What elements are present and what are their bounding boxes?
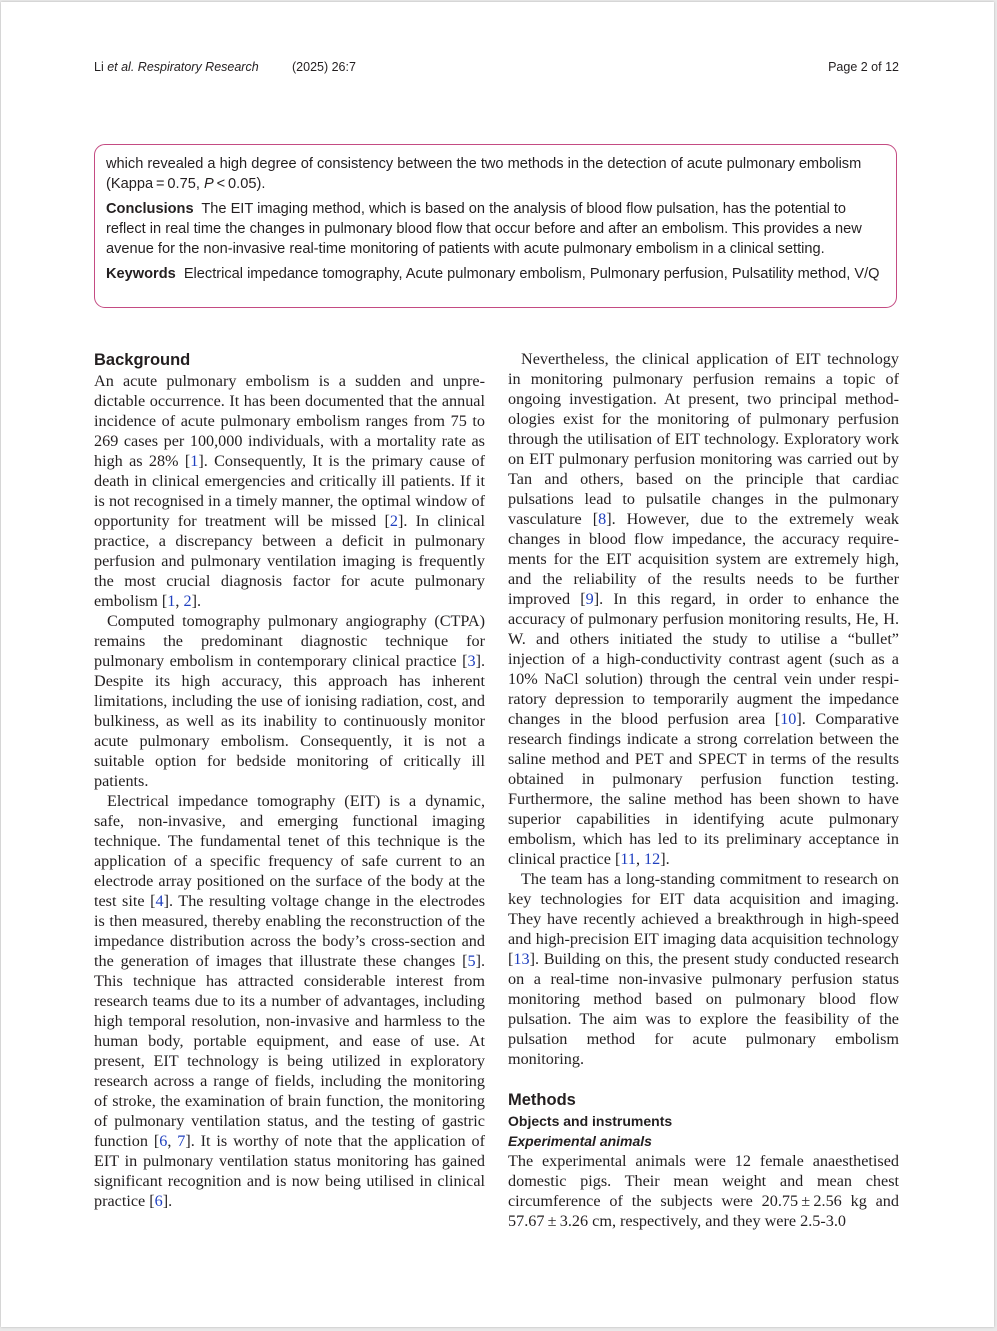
text: , (167, 1132, 178, 1150)
citation-link[interactable]: 4 (155, 892, 164, 910)
text: Nevertheless, the clinical application of EIT technology in monitoring pulmonary perfusion remains a topic of ongoing investigation. At present, two principal methodologies exist for the monitoring of pulmonary perfusion through the utilisation of EIT technology. Exploratory work on EIT pulmonary perfusion monitoring was carried out by Tan and others, based on the principle that cardiac pulsations lead to pulsatile changes in the pulmonary vasculature [ (508, 350, 899, 528)
citation-link[interactable]: 2 (183, 592, 192, 610)
background-paragraph-2 (94, 611, 485, 791)
citation-link[interactable]: 7 (177, 1132, 186, 1150)
text: ]. (191, 592, 202, 610)
running-header (94, 60, 899, 80)
results-text: which revealed a high degree of consistency between the two methods in the detection of acute pulmonary embolism (Kappa = 0.75, (106, 156, 862, 192)
text: ]. Building on this, the present study conducted research on a real-time non-invasive pulmonary perfusion status monitoring method based on pulmonary blood flow pulsation. The aim was to explore the feasibility of the pulsation method for acute pulmonary embolism monitoring. (508, 950, 899, 1068)
background-paragraph-3 (94, 791, 485, 1211)
objects-instruments-heading: Objects and instruments (508, 1113, 673, 1129)
citation-link[interactable]: 5 (467, 952, 476, 970)
p-value-text: < 0.05). (213, 176, 266, 192)
citation-link[interactable]: 8 (598, 510, 607, 528)
background-heading: Background (94, 351, 191, 369)
text: ]. This technique has attracted considerable interest from research teams due to its a number of advantages, including high temporal resolution, non-invasive and harmless to the human body, portable equipment, and ease of use. At present, EIT technology is being utilized in exploratory research across a range of fields, including the monitoring of stroke, the examination of brain function, the monitoring of pulmonary ventilation status, and the testing of gastric function [ (94, 952, 485, 1150)
text: , (175, 592, 184, 610)
text: ]. Consequently, It is the primary cause of death in clinical emergencies and critically ill patients. If it is not recognised in a timely manner, the optimal window of opportunity for treatment will be missed [ (94, 452, 486, 530)
abstract-keywords (106, 264, 886, 284)
conclusions-label: Conclusions (106, 201, 194, 217)
citation-link[interactable]: 3 (467, 652, 476, 670)
page-number: Page 2 of 12 (828, 60, 899, 74)
citation-link[interactable]: 13 (513, 950, 530, 968)
citation-link[interactable]: 2 (389, 512, 398, 530)
citation-link[interactable]: 6 (159, 1132, 168, 1150)
p-value-symbol: P (203, 176, 214, 192)
text: , (635, 850, 645, 868)
text: Computed tomography pulmonary angiography (CTPA) remains the predominant diagnostic technique for pulmonary embolism in contemporary clinical practice [ (94, 612, 485, 670)
citation-link[interactable]: 11 (620, 850, 636, 868)
text: Electrical impedance tomography (EIT) is a dynamic, safe, non-invasive, and emerging functional imaging technique. The fundamental tenet of this technique is the application of a specific frequency of safe current to an electrode array positioned on the surface of the body at the test site [ (94, 792, 485, 910)
authors-etal: et al. (107, 60, 135, 74)
keywords-text: Electrical impedance tomography, Acute pulmonary embolism, Pulmonary perfusion, Pulsatility method, V/Q (183, 266, 880, 282)
methods-heading: Methods (508, 1091, 576, 1109)
text: The team has a long-standing commitment to research on key technologies for EIT data acquisition and imaging. They have recently achieved a breakthrough in high-speed and high-precision EIT imaging data acquisition technology [ (508, 870, 899, 968)
text: ]. It is worthy of note that the application of EIT in pulmonary ventilation status monitoring has gained significant recognition and is now being utilised in clinical practice [ (94, 1132, 485, 1210)
keywords-label: Keywords (106, 266, 176, 282)
abstract-box (94, 144, 897, 308)
experimental-animals-heading: Experimental animals (508, 1133, 652, 1149)
citation-link[interactable]: 12 (644, 850, 661, 868)
citation-link[interactable]: 10 (780, 710, 797, 728)
year-volume: (2025) 26:7 (292, 60, 356, 74)
citation-link[interactable]: 9 (585, 590, 594, 608)
authors-name: Li (94, 60, 108, 74)
journal-name: Respiratory Research (134, 60, 259, 74)
background-paragraph-4 (508, 349, 899, 869)
text: ]. In this regard, in order to enhance the accuracy of pulmonary perfusion monitoring results, He, H. W. and others initiated the study to utilise a “bullet” injection of a high-conductivity contrast agent (such as a 10% NaCl solution) through the central vein under respiratory depression to temporarily augment the impedance changes in the blood perfusion area [ (508, 590, 900, 728)
citation-link[interactable]: 1 (190, 452, 199, 470)
text: An acute pulmonary embolism is a sudden and unpredictable occurrence. It has been documented that the annual incidence of acute pulmonary embolism ranges from 75 to 269 cases per 100,000 individuals, with a mortality rate as high as 28% [ (94, 372, 485, 470)
background-paragraph-5 (508, 869, 899, 1069)
text: ]. In clinical practice, a discrepancy between a deficit in pulmonary perfusion and pulmonary ventilation imaging is frequently the most crucial diagnosis factor for acute pulmonary embolism [ (94, 512, 485, 610)
background-paragraph-1 (94, 371, 485, 611)
text: ]. (162, 1192, 173, 1210)
text: ]. Comparative research findings indicate a strong correlation between the saline method and PET and SPECT in terms of the results obtained in pulmonary perfusion function testing. Furthermore, the saline method has been shown to have superior capabilities in identifying acute pulmonary embolism, which has led to its preliminary acceptance in clinical practice [ (508, 710, 899, 868)
citation-link[interactable]: 6 (154, 1192, 163, 1210)
citation-link[interactable]: 1 (167, 592, 176, 610)
section-gap (508, 1069, 899, 1089)
running-head-authors (94, 60, 259, 74)
text: ]. Despite its high accuracy, this approach has inherent limitations, including the use of ionising radiation, cost, and bulkiness, as well as its inability to continuously monitor acute pulmonary embolism. Consequently, it is not a suitable option for bedside monitoring of critically ill patients. (94, 652, 485, 790)
abstract-results-tail (106, 154, 886, 194)
page (1, 2, 994, 1327)
methods-paragraph-1: The experimental animals were 12 female anaesthetised domestic pigs. Their mean weight and mean chest circumference of the subjects were 20.75 ± 2.56 kg and 57.67 ± 3.26 cm, respectively, and they were 2.5-3.0 (508, 1152, 899, 1230)
left-column (94, 349, 485, 1211)
right-column (508, 349, 899, 1231)
conclusions-text: The EIT imaging method, which is based on the analysis of blood flow pulsation, has the potential to reflect in real time the changes in pulmonary blood flow that occur before and after an embolism. This provides a new avenue for the non-invasive real-time monitoring of patients with acute pulmonary embolism in a clinical setting. (106, 201, 862, 257)
text: ]. The resulting voltage change in the electrodes is then measured, thereby enabling the reconstruction of the impedance distribution across the body’s cross-section and the generation of images that illustrate these changes [ (94, 892, 485, 970)
text: ]. However, due to the extremely weak changes in blood flow impedance, the accuracy requirements for the EIT acquisition system are extremely high, and the reliability of the results needs to be further improved [ (508, 510, 899, 608)
text: ]. (660, 850, 670, 868)
abstract-conclusions (106, 199, 886, 259)
